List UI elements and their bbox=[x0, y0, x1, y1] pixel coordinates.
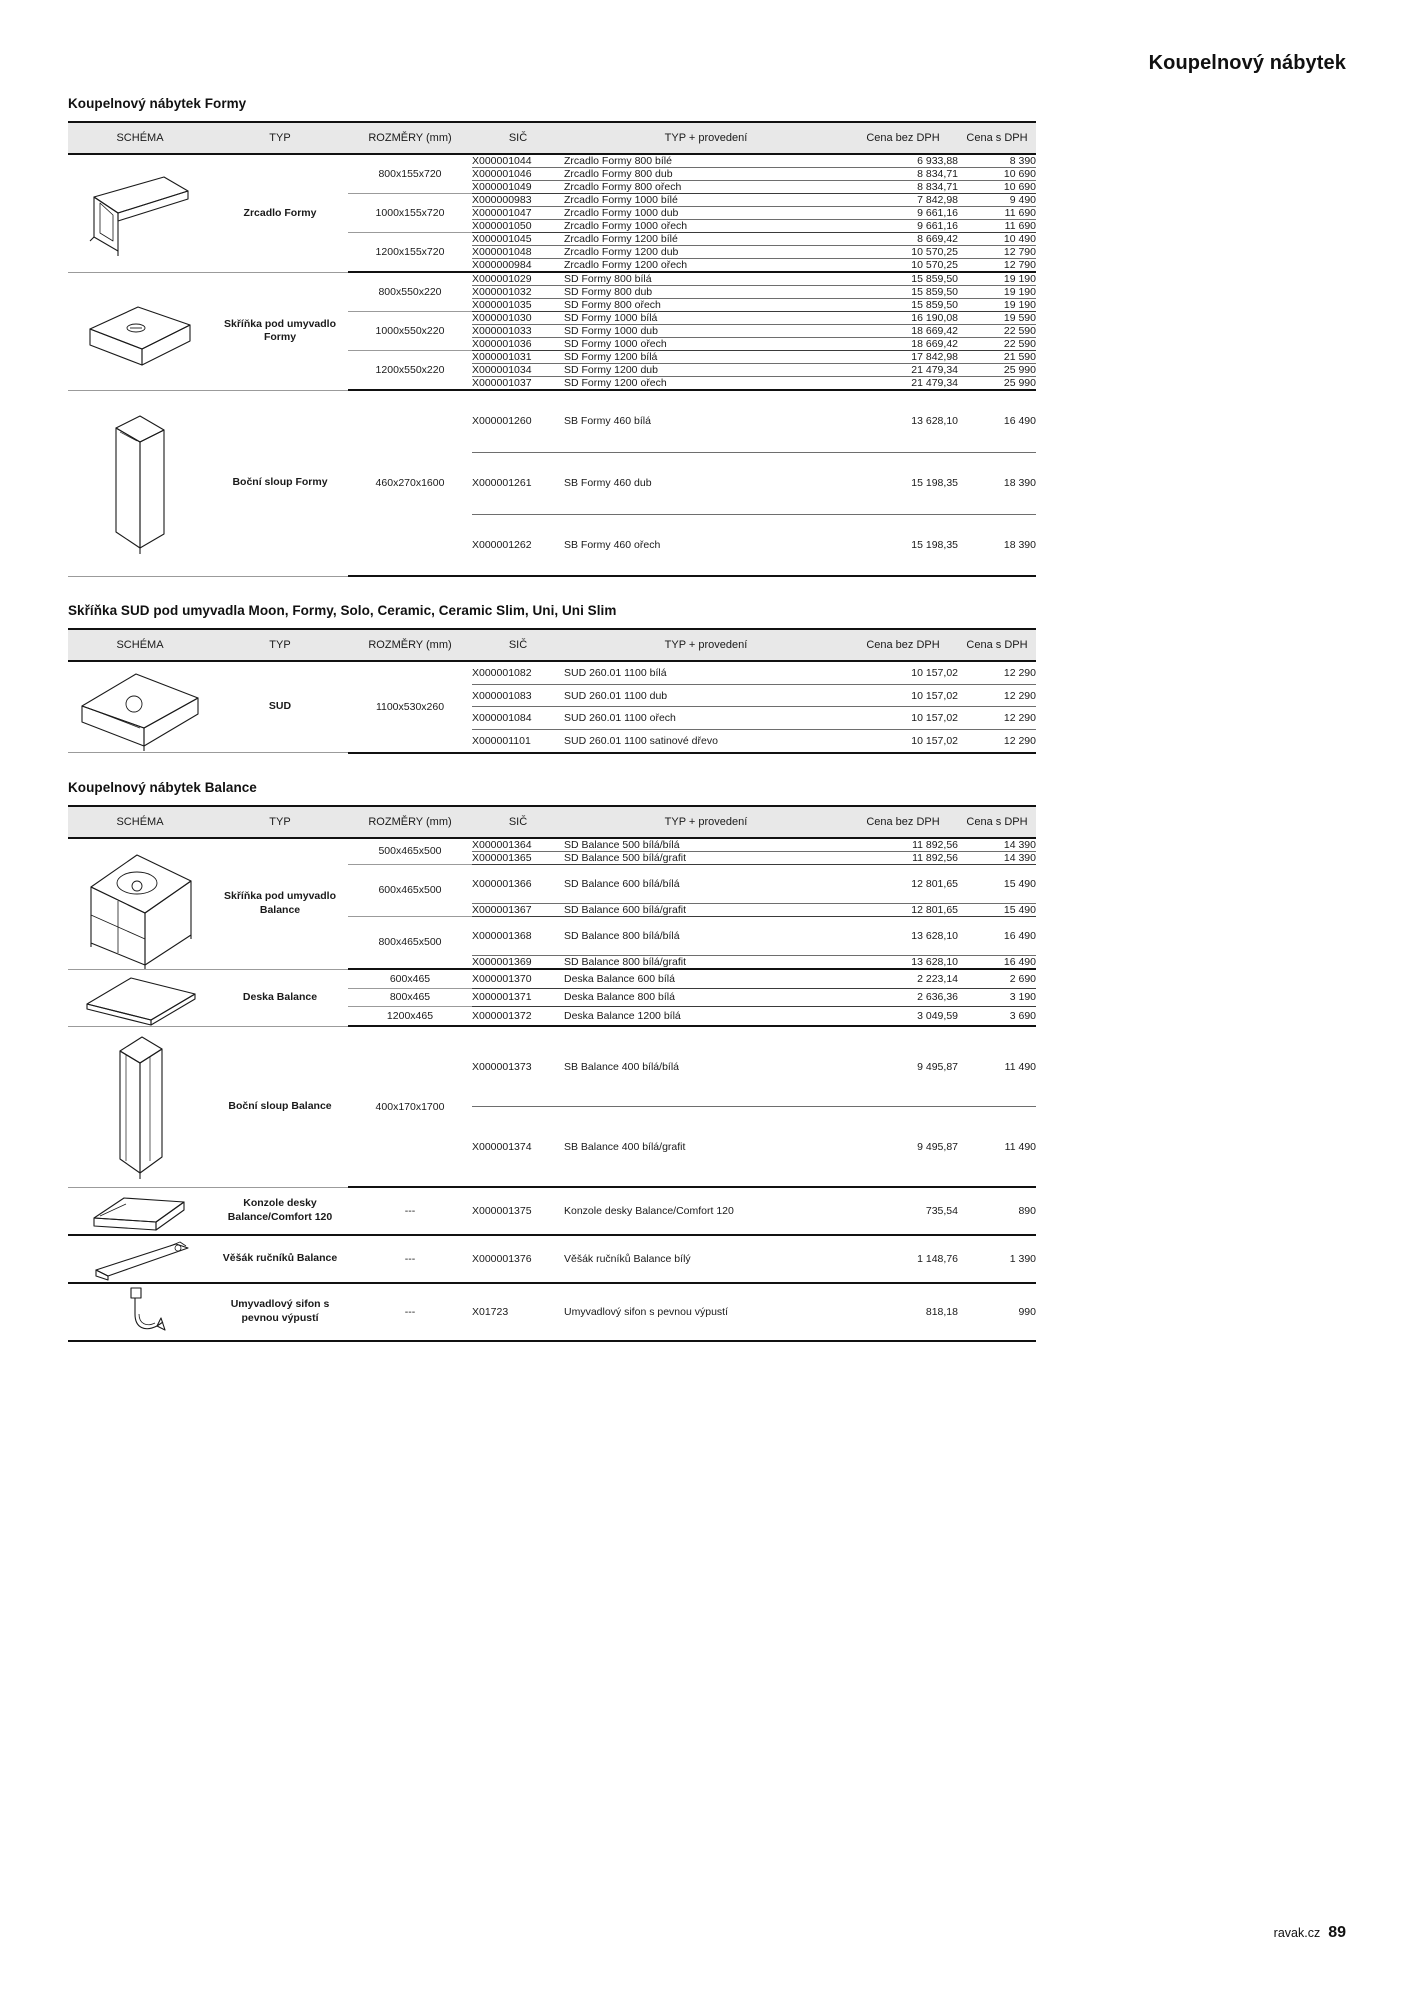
price-excl-vat-cell: 8 834,71 bbox=[848, 181, 958, 194]
product-code-cell: X000001101 bbox=[472, 729, 564, 752]
product-type-label: Zrcadlo Formy bbox=[212, 154, 348, 272]
col-header-cena-bez-dph: Cena bez DPH bbox=[848, 806, 958, 838]
price-excl-vat-cell: 8 669,42 bbox=[848, 233, 958, 246]
price-incl-vat-cell: 11 690 bbox=[958, 207, 1036, 220]
product-code-cell: X01723 bbox=[472, 1283, 564, 1341]
product-code-cell: X000001365 bbox=[472, 851, 564, 864]
price-incl-vat-cell: 12 290 bbox=[958, 729, 1036, 752]
col-header-rozmery: ROZMĚRY (mm) bbox=[348, 629, 472, 661]
page-content bbox=[68, 96, 1036, 1368]
price-incl-vat-cell: 15 490 bbox=[958, 903, 1036, 916]
price-incl-vat-cell: 15 490 bbox=[958, 864, 1036, 903]
product-code-cell: X000001030 bbox=[472, 312, 564, 325]
price-excl-vat-cell: 13 628,10 bbox=[848, 390, 958, 452]
product-name-cell: Deska Balance 600 bílá bbox=[564, 969, 848, 988]
product-name-cell: SD Formy 1000 ořech bbox=[564, 338, 848, 351]
product-name-cell: SD Balance 600 bílá/bílá bbox=[564, 864, 848, 903]
product-code-cell: X000001048 bbox=[472, 246, 564, 259]
dimensions-cell: 460x270x1600 bbox=[348, 390, 472, 576]
section-title: Koupelnový nábytek Formy bbox=[68, 96, 247, 111]
product-type-label: Boční sloup Formy bbox=[212, 390, 348, 576]
product-type-label: SUD bbox=[212, 661, 348, 753]
product-code-cell: X000001368 bbox=[472, 916, 564, 955]
col-header-typ: TYP bbox=[212, 629, 348, 661]
price-incl-vat-cell: 25 990 bbox=[958, 364, 1036, 377]
price-incl-vat-cell: 14 390 bbox=[958, 838, 1036, 852]
price-table bbox=[68, 805, 1036, 1342]
product-name-cell: SB Formy 460 bílá bbox=[564, 390, 848, 452]
product-type-label: Věšák ručníků Balance bbox=[212, 1235, 348, 1283]
product-type-label: Skříňka pod umyvadlo Formy bbox=[212, 272, 348, 390]
page-title: Koupelnový nábytek bbox=[1148, 52, 1346, 74]
product-type-label: Boční sloup Balance bbox=[212, 1026, 348, 1187]
price-excl-vat-cell: 11 892,56 bbox=[848, 838, 958, 852]
price-excl-vat-cell: 13 628,10 bbox=[848, 916, 958, 955]
price-excl-vat-cell: 21 479,34 bbox=[848, 377, 958, 391]
catalog-section bbox=[68, 603, 1036, 754]
table-row bbox=[68, 390, 1036, 452]
price-incl-vat-cell: 12 290 bbox=[958, 661, 1036, 684]
footer-page-number: 89 bbox=[1328, 1924, 1346, 1941]
dimensions-cell: --- bbox=[348, 1283, 472, 1341]
col-header-cena-bez-dph: Cena bez DPH bbox=[848, 122, 958, 154]
price-excl-vat-cell: 7 842,98 bbox=[848, 194, 958, 207]
dimensions-cell: 1200x155x720 bbox=[348, 233, 472, 273]
dimensions-cell: 400x170x1700 bbox=[348, 1026, 472, 1187]
col-header-sic: SIČ bbox=[472, 806, 564, 838]
product-name-cell: SD Formy 800 bílá bbox=[564, 272, 848, 286]
product-code-cell: X000001037 bbox=[472, 377, 564, 391]
price-incl-vat-cell: 10 690 bbox=[958, 168, 1036, 181]
col-header-cena-s-dph: Cena s DPH bbox=[958, 122, 1036, 154]
price-excl-vat-cell: 8 834,71 bbox=[848, 168, 958, 181]
schema-illustration bbox=[68, 272, 212, 390]
col-header-cena-bez-dph: Cena bez DPH bbox=[848, 629, 958, 661]
dimensions-cell: 600x465 bbox=[348, 969, 472, 988]
product-code-cell: X000001082 bbox=[472, 661, 564, 684]
price-excl-vat-cell: 9 661,16 bbox=[848, 207, 958, 220]
table-row bbox=[68, 154, 1036, 168]
schema-illustration bbox=[68, 838, 212, 970]
price-excl-vat-cell: 12 801,65 bbox=[848, 903, 958, 916]
schema-illustration bbox=[68, 1283, 212, 1341]
price-incl-vat-cell: 18 390 bbox=[958, 514, 1036, 576]
product-code-cell: X000001049 bbox=[472, 181, 564, 194]
price-incl-vat-cell: 16 490 bbox=[958, 956, 1036, 970]
product-name-cell: Umyvadlový sifon s pevnou výpustí bbox=[564, 1283, 848, 1341]
price-excl-vat-cell: 18 669,42 bbox=[848, 338, 958, 351]
product-name-cell: Zrcadlo Formy 800 bílé bbox=[564, 154, 848, 168]
product-name-cell: SD Balance 500 bílá/grafit bbox=[564, 851, 848, 864]
product-code-cell: X000001033 bbox=[472, 325, 564, 338]
price-incl-vat-cell: 18 390 bbox=[958, 452, 1036, 514]
price-incl-vat-cell: 9 490 bbox=[958, 194, 1036, 207]
price-excl-vat-cell: 15 859,50 bbox=[848, 272, 958, 286]
price-table bbox=[68, 628, 1036, 754]
price-incl-vat-cell: 14 390 bbox=[958, 851, 1036, 864]
col-header-sic: SIČ bbox=[472, 629, 564, 661]
price-incl-vat-cell: 16 490 bbox=[958, 390, 1036, 452]
price-excl-vat-cell: 15 859,50 bbox=[848, 286, 958, 299]
product-code-cell: X000000983 bbox=[472, 194, 564, 207]
product-code-cell: X000001372 bbox=[472, 1007, 564, 1026]
product-code-cell: X000001371 bbox=[472, 988, 564, 1007]
product-name-cell: SD Balance 800 bílá/bílá bbox=[564, 916, 848, 955]
product-code-cell: X000001260 bbox=[472, 390, 564, 452]
col-header-schema: SCHÉMA bbox=[68, 806, 212, 838]
product-name-cell: SD Balance 600 bílá/grafit bbox=[564, 903, 848, 916]
price-excl-vat-cell: 2 223,14 bbox=[848, 969, 958, 988]
price-incl-vat-cell: 12 290 bbox=[958, 707, 1036, 729]
product-name-cell: SD Formy 1200 dub bbox=[564, 364, 848, 377]
dimensions-cell: 800x550x220 bbox=[348, 272, 472, 312]
catalog-section bbox=[68, 780, 1036, 1342]
price-incl-vat-cell: 8 390 bbox=[958, 154, 1036, 168]
product-name-cell: Zrcadlo Formy 800 dub bbox=[564, 168, 848, 181]
price-excl-vat-cell: 15 198,35 bbox=[848, 514, 958, 576]
product-code-cell: X000001083 bbox=[472, 684, 564, 706]
col-header-cena-s-dph: Cena s DPH bbox=[958, 806, 1036, 838]
product-code-cell: X000001050 bbox=[472, 220, 564, 233]
price-incl-vat-cell: 10 490 bbox=[958, 233, 1036, 246]
price-incl-vat-cell: 1 390 bbox=[958, 1235, 1036, 1283]
product-code-cell: X000001376 bbox=[472, 1235, 564, 1283]
price-excl-vat-cell: 9 495,87 bbox=[848, 1026, 958, 1107]
product-type-label: Konzole desky Balance/Comfort 120 bbox=[212, 1187, 348, 1235]
product-name-cell: Konzole desky Balance/Comfort 120 bbox=[564, 1187, 848, 1235]
product-code-cell: X000001036 bbox=[472, 338, 564, 351]
price-incl-vat-cell: 12 790 bbox=[958, 259, 1036, 273]
price-incl-vat-cell: 12 790 bbox=[958, 246, 1036, 259]
price-excl-vat-cell: 16 190,08 bbox=[848, 312, 958, 325]
product-code-cell: X000001373 bbox=[472, 1026, 564, 1107]
product-code-cell: X000001261 bbox=[472, 452, 564, 514]
table-header-row bbox=[68, 122, 1036, 154]
price-incl-vat-cell: 16 490 bbox=[958, 916, 1036, 955]
price-incl-vat-cell: 19 190 bbox=[958, 272, 1036, 286]
dimensions-cell: 1000x550x220 bbox=[348, 312, 472, 351]
price-excl-vat-cell: 15 198,35 bbox=[848, 452, 958, 514]
price-incl-vat-cell: 21 590 bbox=[958, 351, 1036, 364]
product-name-cell: Zrcadlo Formy 1000 ořech bbox=[564, 220, 848, 233]
table-row bbox=[68, 1187, 1036, 1235]
table-row bbox=[68, 661, 1036, 684]
product-type-label: Skříňka pod umyvadlo Balance bbox=[212, 838, 348, 970]
price-excl-vat-cell: 9 495,87 bbox=[848, 1107, 958, 1188]
dimensions-cell: 800x465x500 bbox=[348, 916, 472, 969]
product-name-cell: Zrcadlo Formy 1200 ořech bbox=[564, 259, 848, 273]
table-row bbox=[68, 1283, 1036, 1341]
price-incl-vat-cell: 3 190 bbox=[958, 988, 1036, 1007]
product-code-cell: X000001034 bbox=[472, 364, 564, 377]
product-code-cell: X000001364 bbox=[472, 838, 564, 852]
price-incl-vat-cell: 890 bbox=[958, 1187, 1036, 1235]
product-name-cell: SD Formy 1000 bílá bbox=[564, 312, 848, 325]
price-incl-vat-cell: 11 490 bbox=[958, 1107, 1036, 1188]
price-excl-vat-cell: 10 157,02 bbox=[848, 661, 958, 684]
table-row bbox=[68, 1235, 1036, 1283]
price-excl-vat-cell: 11 892,56 bbox=[848, 851, 958, 864]
product-code-cell: X000001374 bbox=[472, 1107, 564, 1188]
price-excl-vat-cell: 21 479,34 bbox=[848, 364, 958, 377]
product-name-cell: SUD 260.01 1100 dub bbox=[564, 684, 848, 706]
price-excl-vat-cell: 735,54 bbox=[848, 1187, 958, 1235]
col-header-provedeni: TYP + provedení bbox=[564, 806, 848, 838]
product-name-cell: SB Formy 460 dub bbox=[564, 452, 848, 514]
price-excl-vat-cell: 10 157,02 bbox=[848, 729, 958, 752]
price-excl-vat-cell: 10 570,25 bbox=[848, 259, 958, 273]
col-header-typ: TYP bbox=[212, 806, 348, 838]
dimensions-cell: --- bbox=[348, 1187, 472, 1235]
table-header-row bbox=[68, 806, 1036, 838]
table-row bbox=[68, 272, 1036, 286]
price-incl-vat-cell: 19 590 bbox=[958, 312, 1036, 325]
price-incl-vat-cell: 12 290 bbox=[958, 684, 1036, 706]
table-row bbox=[68, 1026, 1036, 1107]
price-incl-vat-cell: 10 690 bbox=[958, 181, 1036, 194]
footer-site: ravak.cz bbox=[1273, 1926, 1321, 1940]
price-excl-vat-cell: 3 049,59 bbox=[848, 1007, 958, 1026]
product-code-cell: X000001031 bbox=[472, 351, 564, 364]
price-incl-vat-cell: 19 190 bbox=[958, 286, 1036, 299]
product-name-cell: Zrcadlo Formy 1000 dub bbox=[564, 207, 848, 220]
product-code-cell: X000001035 bbox=[472, 299, 564, 312]
col-header-provedeni: TYP + provedení bbox=[564, 629, 848, 661]
dimensions-cell: --- bbox=[348, 1235, 472, 1283]
product-name-cell: SD Formy 1200 ořech bbox=[564, 377, 848, 391]
dimensions-cell: 1200x550x220 bbox=[348, 351, 472, 391]
col-header-provedeni: TYP + provedení bbox=[564, 122, 848, 154]
product-code-cell: X000000984 bbox=[472, 259, 564, 273]
section-title: Koupelnový nábytek Balance bbox=[68, 779, 257, 795]
product-code-cell: X000001369 bbox=[472, 956, 564, 970]
product-type-label: Umyvadlový sifon s pevnou výpustí bbox=[212, 1283, 348, 1341]
product-code-cell: X000001375 bbox=[472, 1187, 564, 1235]
product-name-cell: Deska Balance 800 bílá bbox=[564, 988, 848, 1007]
col-header-schema: SCHÉMA bbox=[68, 629, 212, 661]
dimensions-cell: 500x465x500 bbox=[348, 838, 472, 865]
col-header-sic: SIČ bbox=[472, 122, 564, 154]
dimensions-cell: 800x155x720 bbox=[348, 154, 472, 194]
price-excl-vat-cell: 9 661,16 bbox=[848, 220, 958, 233]
schema-illustration bbox=[68, 1026, 212, 1187]
price-excl-vat-cell: 2 636,36 bbox=[848, 988, 958, 1007]
dimensions-cell: 800x465 bbox=[348, 988, 472, 1007]
product-type-label: Deska Balance bbox=[212, 969, 348, 1026]
product-name-cell: Zrcadlo Formy 1000 bílé bbox=[564, 194, 848, 207]
product-code-cell: X000001084 bbox=[472, 707, 564, 729]
product-name-cell: Zrcadlo Formy 800 ořech bbox=[564, 181, 848, 194]
price-incl-vat-cell: 3 690 bbox=[958, 1007, 1036, 1026]
table-header-row bbox=[68, 629, 1036, 661]
product-name-cell: SD Formy 1000 dub bbox=[564, 325, 848, 338]
product-name-cell: SD Balance 500 bílá/bílá bbox=[564, 838, 848, 852]
product-name-cell: Zrcadlo Formy 1200 dub bbox=[564, 246, 848, 259]
product-name-cell: Věšák ručníků Balance bílý bbox=[564, 1235, 848, 1283]
col-header-cena-s-dph: Cena s DPH bbox=[958, 629, 1036, 661]
product-name-cell: Zrcadlo Formy 1200 bílé bbox=[564, 233, 848, 246]
col-header-rozmery: ROZMĚRY (mm) bbox=[348, 122, 472, 154]
product-code-cell: X000001046 bbox=[472, 168, 564, 181]
dimensions-cell: 1100x530x260 bbox=[348, 661, 472, 753]
col-header-rozmery: ROZMĚRY (mm) bbox=[348, 806, 472, 838]
price-excl-vat-cell: 1 148,76 bbox=[848, 1235, 958, 1283]
product-code-cell: X000001262 bbox=[472, 514, 564, 576]
price-excl-vat-cell: 10 570,25 bbox=[848, 246, 958, 259]
schema-illustration bbox=[68, 1235, 212, 1283]
product-name-cell: SD Balance 800 bílá/grafit bbox=[564, 956, 848, 970]
price-excl-vat-cell: 818,18 bbox=[848, 1283, 958, 1341]
dimensions-cell: 600x465x500 bbox=[348, 864, 472, 916]
schema-illustration bbox=[68, 154, 212, 272]
price-excl-vat-cell: 10 157,02 bbox=[848, 707, 958, 729]
table-row bbox=[68, 838, 1036, 852]
col-header-typ: TYP bbox=[212, 122, 348, 154]
page-footer bbox=[1274, 1924, 1346, 1942]
product-name-cell: SD Formy 800 ořech bbox=[564, 299, 848, 312]
price-incl-vat-cell: 11 690 bbox=[958, 220, 1036, 233]
schema-illustration bbox=[68, 661, 212, 753]
product-name-cell: SD Formy 1200 bílá bbox=[564, 351, 848, 364]
catalog-section bbox=[68, 96, 1036, 577]
product-name-cell: SB Formy 460 ořech bbox=[564, 514, 848, 576]
price-incl-vat-cell: 2 690 bbox=[958, 969, 1036, 988]
schema-illustration bbox=[68, 969, 212, 1026]
price-excl-vat-cell: 17 842,98 bbox=[848, 351, 958, 364]
product-name-cell: Deska Balance 1200 bílá bbox=[564, 1007, 848, 1026]
product-name-cell: SB Balance 400 bílá/grafit bbox=[564, 1107, 848, 1188]
product-code-cell: X000001029 bbox=[472, 272, 564, 286]
price-incl-vat-cell: 22 590 bbox=[958, 325, 1036, 338]
product-name-cell: SUD 260.01 1100 satinové dřevo bbox=[564, 729, 848, 752]
product-code-cell: X000001045 bbox=[472, 233, 564, 246]
price-incl-vat-cell: 11 490 bbox=[958, 1026, 1036, 1107]
price-incl-vat-cell: 19 190 bbox=[958, 299, 1036, 312]
product-code-cell: X000001367 bbox=[472, 903, 564, 916]
col-header-schema: SCHÉMA bbox=[68, 122, 212, 154]
product-code-cell: X000001032 bbox=[472, 286, 564, 299]
price-incl-vat-cell: 22 590 bbox=[958, 338, 1036, 351]
product-code-cell: X000001047 bbox=[472, 207, 564, 220]
product-name-cell: SD Formy 800 dub bbox=[564, 286, 848, 299]
product-name-cell: SUD 260.01 1100 ořech bbox=[564, 707, 848, 729]
price-excl-vat-cell: 18 669,42 bbox=[848, 325, 958, 338]
price-excl-vat-cell: 13 628,10 bbox=[848, 956, 958, 970]
product-code-cell: X000001366 bbox=[472, 864, 564, 903]
price-excl-vat-cell: 12 801,65 bbox=[848, 864, 958, 903]
product-code-cell: X000001044 bbox=[472, 154, 564, 168]
dimensions-cell: 1200x465 bbox=[348, 1007, 472, 1026]
price-table bbox=[68, 121, 1036, 577]
table-row bbox=[68, 969, 1036, 988]
product-name-cell: SB Balance 400 bílá/bílá bbox=[564, 1026, 848, 1107]
product-code-cell: X000001370 bbox=[472, 969, 564, 988]
price-excl-vat-cell: 10 157,02 bbox=[848, 684, 958, 706]
section-title: Skříňka SUD pod umyvadla Moon, Formy, Solo, Ceramic, Ceramic Slim, Uni, Uni Slim bbox=[68, 603, 617, 618]
price-incl-vat-cell: 25 990 bbox=[958, 377, 1036, 391]
dimensions-cell: 1000x155x720 bbox=[348, 194, 472, 233]
schema-illustration bbox=[68, 390, 212, 576]
schema-illustration bbox=[68, 1187, 212, 1235]
price-excl-vat-cell: 6 933,88 bbox=[848, 154, 958, 168]
price-excl-vat-cell: 15 859,50 bbox=[848, 299, 958, 312]
price-incl-vat-cell: 990 bbox=[958, 1283, 1036, 1341]
product-name-cell: SUD 260.01 1100 bílá bbox=[564, 661, 848, 684]
